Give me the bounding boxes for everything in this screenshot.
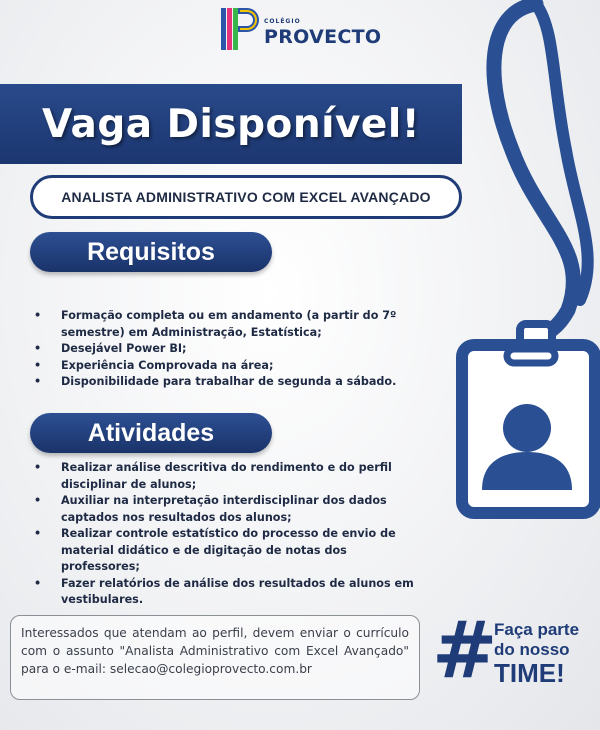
list-item: • Experiência Comprovada na área; [34, 358, 430, 375]
list-item: • Disponibilidade para trabalhar de segunda a sábado. [34, 374, 430, 391]
activities-list [34, 460, 424, 609]
requirements-heading: Requisitos [30, 232, 272, 272]
list-item: • Realizar análise descritiva do rendimento e do perfil disciplinar de alunos; [34, 460, 424, 493]
title-banner [0, 84, 462, 164]
job-title-box [30, 175, 462, 219]
provecto-logo-icon [220, 6, 260, 54]
list-item: • Formação completa ou em andamento (a partir do 7º semestre) em Administração, Estatística; [34, 308, 430, 341]
logo [220, 6, 390, 56]
cta-line-1: Faça parte [494, 620, 580, 639]
job-title: ANALISTA ADMINISTRATIVO COM EXCEL AVANÇADO [61, 189, 431, 205]
cta-line-3: TIME! [494, 658, 565, 688]
page-title: Vaga Disponível! [41, 101, 420, 147]
requirements-list [34, 308, 430, 391]
list-item: • Realizar controle estatístico do processo de envio de material didático e de digitação de notas dos professores; [34, 526, 424, 576]
contact-text: Interessados que atendam ao perfil, devem enviar o currículo com o assunto "Analista Administrativo com Excel Avançado" para o e-mail: [21, 626, 409, 676]
list-item: • Desejável Power BI; [34, 341, 430, 358]
contact-email[interactable]: selecao@colegioprovecto.com.br [109, 662, 312, 676]
person-icon [482, 404, 572, 490]
list-item: • Auxiliar na interpretação interdisciplinar dos dados captados nos resultados dos alunos; [34, 493, 424, 526]
logo-brand-name: PROVECTO [264, 26, 382, 48]
join-team-callout [432, 606, 592, 696]
contact-box [10, 615, 420, 700]
logo-small-text: COLÉGIO [264, 18, 301, 25]
hashtag-icon: # [432, 606, 498, 696]
activities-heading: Atividades [30, 413, 272, 453]
cta-line-2: do nosso [494, 640, 570, 659]
list-item: • Fazer relatórios de análise dos resultados de alunos em vestibulares. [34, 576, 424, 609]
